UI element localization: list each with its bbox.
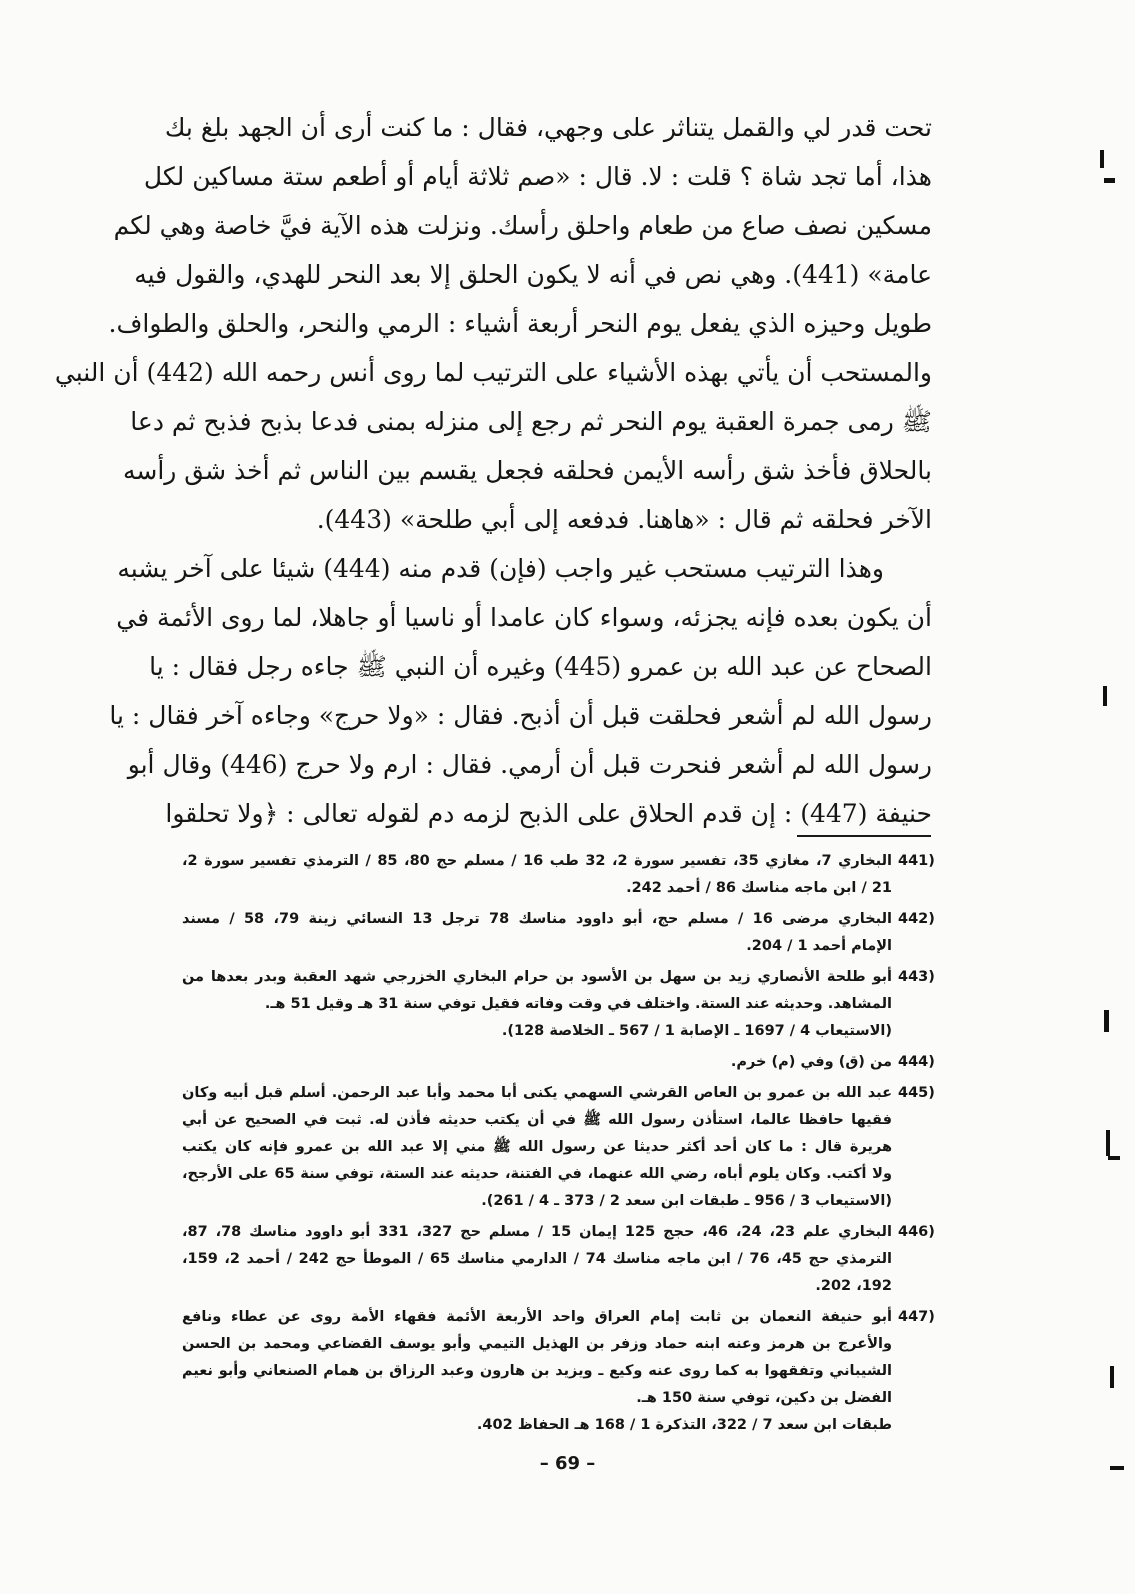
footnote — [182, 906, 934, 960]
footnote-line: الفضل بن دكين، توفي سنة 150 هـ. — [636, 1390, 892, 1406]
body-line: تحت قدر لي والقمل يتناثر على وجهي، فقال : ما كنت أرى أن الجهد بلغ بك — [164, 113, 932, 142]
body-line: الآخر فحلقه ثم قال : «هاهنا. فدفعه إلى أبي طلحة» (443). — [316, 505, 932, 534]
scan-mark — [1100, 150, 1104, 168]
footnote-text — [182, 848, 892, 902]
body-line: وهذا الترتيب مستحب غير واجب (فإن) قدم منه (444) شيئا على آخر يشبه — [117, 554, 884, 583]
body-line: والمستحب أن يأتي بهذه الأشياء على الترتيب لما روى أنس رحمه الله (442) أن النبي — [54, 358, 932, 387]
footnote-line: البخاري مرضى 16 / مسلم حج، أبو داوود مناسك 78 ترجل 13 النسائي زينة 79، 58 / مسند — [182, 911, 892, 927]
scan-mark — [1103, 686, 1107, 706]
scan-mark — [1106, 1130, 1110, 1156]
footnote — [182, 848, 934, 902]
footnote-separator — [797, 835, 931, 837]
body-line: رسول الله لم أشعر فحلقت قبل أن أذبح. فقال : «ولا حرج» وجاءه آخر فقال : يا — [109, 701, 932, 730]
footnote-number: 443) — [898, 969, 935, 985]
body-line: حنيفة (447) : إن قدم الحلاق على الذبح لزمه دم لقوله تعالى : ﴿ولا تحلقوا — [165, 799, 932, 828]
body-line: ﷺ رمى جمرة العقبة يوم النحر ثم رجع إلى منزله بمنى فدعا بذبح فذبح ثم دعا — [130, 407, 932, 436]
footnote-line: الترمذي حج 45، 76 / ابن ماجه مناسك 74 / الدارمي مناسك 65 / الموطأ حج 242 / أحمد 2، 159، — [182, 1251, 893, 1267]
scan-mark — [1110, 1366, 1114, 1388]
footnote-line: من (ق) وفي (م) خرم. — [730, 1054, 892, 1070]
footnote-number: 447) — [898, 1309, 935, 1325]
scan-mark — [1108, 1156, 1120, 1160]
footnote-line: البخاري 7، مغازي 35، تفسير سورة 2، 32 طب 16 / مسلم حج 80، 85 / الترمذي تفسير سورة 2، — [182, 853, 892, 869]
footnote — [182, 964, 934, 1045]
footnote-line: البخاري علم 23، 24، 46، حجج 125 إيمان 15 / مسلم حج 327، 331 أبو داوود مناسك 78، 87، — [182, 1224, 892, 1240]
footnote-number: 446) — [898, 1224, 935, 1240]
footnote-line: (الاستيعاب 4 / 1697 ـ الإصابة 1 / 567 ـ الخلاصة 128). — [501, 1023, 892, 1039]
body-line: مسكين نصف صاع من طعام واحلق رأسك. ونزلت هذه الآية فيَّ خاصة وهي لكم — [113, 211, 932, 240]
body-line: بالحلاق فأخذ شق رأسه الأيمن فحلقه فجعل يقسم بين الناس ثم أخذ شق رأسه — [122, 456, 932, 485]
scan-mark — [1104, 178, 1115, 183]
footnote-text — [182, 1080, 892, 1215]
footnote-number: 444) — [898, 1054, 935, 1070]
page-number: – 69 – — [539, 1453, 596, 1474]
footnote-text — [182, 1304, 892, 1439]
footnote-text — [182, 1049, 892, 1076]
footnote-line: الشيباني وتفقهوا به كما روى عنه وكيع ـ ويزيد بن هارون وعبد الرزاق بن همام الصنعاني وأبو نعيم — [182, 1363, 892, 1379]
footnote-line: فقيها حافظا عالما، استأذن رسول الله ﷺ في أن يكتب حديثه فأذن له. ثبت في الصحيح عن أبي — [182, 1112, 892, 1128]
footnote-text — [182, 906, 892, 960]
scan-mark — [1110, 1466, 1124, 1470]
footnote-line: عبد الله بن عمرو بن العاص القرشي السهمي يكنى أبا محمد وأبا عبد الرحمن. أسلم قبل أبيه وكان — [182, 1085, 892, 1101]
footnote-line: (الاستيعاب 3 / 956 ـ طبقات ابن سعد 2 / 373 ـ 4 / 261). — [481, 1193, 892, 1209]
footnote-line: طبقات ابن سعد 7 / 322، التذكرة 1 / 168 هـ الحفاظ 402. — [476, 1417, 892, 1433]
footnote-line: 192، 202. — [815, 1278, 892, 1294]
footnote-number: 442) — [898, 911, 935, 927]
scan-mark — [1104, 1010, 1109, 1032]
body-line: أن يكون بعده فإنه يجزئه، وسواء كان عامدا أو ناسيا أو جاهلا، لما روى الأئمة في — [116, 603, 932, 632]
body-text — [54, 103, 932, 838]
footnote-line: أبو حنيفة النعمان بن ثابت إمام العراق واحد الأربعة الأئمة فقهاء الأمة روى عن عطاء ونافع — [182, 1309, 892, 1325]
footnote-line: والأعرج بن هرمز وعنه ابنه حماد وزفر بن الهذيل التيمي وأبو يوسف القضاعي ومحمد بن الحسن — [182, 1336, 892, 1352]
footnote — [182, 1304, 934, 1439]
footnote — [182, 1049, 934, 1076]
body-line: هذا، أما تجد شاة ؟ قلت : لا. قال : «صم ثلاثة أيام أو أطعم ستة مساكين لكل — [143, 162, 932, 191]
footnote-line: الإمام أحمد 1 / 204. — [746, 938, 892, 954]
body-line: عامة» (441). وهي نص في أنه لا يكون الحلق إلا بعد النحر للهدي، والقول فيه — [134, 260, 932, 289]
footnote-line: هريرة قال : ما كان أحد أكثر حديثا عن رسول الله ﷺ مني إلا عبد الله بن عمرو فإنه كان يكتب — [182, 1139, 892, 1155]
footnote-number: 441) — [898, 853, 935, 869]
footnote-text — [182, 964, 892, 1045]
body-line: رسول الله لم أشعر فنحرت قبل أن أرمي. فقال : ارم ولا حرج (446) وقال أبو — [127, 750, 932, 779]
footnote-line: 21 / ابن ماجه مناسك 86 / أحمد 242. — [626, 880, 892, 896]
body-line: الصحاح عن عبد الله بن عمرو (445) وغيره أن النبي ﷺ جاءه رجل فقال : يا — [149, 652, 932, 681]
footnote — [182, 1219, 934, 1300]
footnote-line: ولا أكتب. وكان يلوم أباه، رضي الله عنهما، في الفتنة، حديثه عند الستة، توفي سنة 65 على الأرجح، — [182, 1166, 892, 1182]
footnote-line: المشاهد. وحديثه عند الستة. واختلف في وقت وفاته فقيل توفي سنة 31 هـ وقيل 51 هـ. — [264, 996, 892, 1012]
footnote — [182, 1080, 934, 1215]
footnote-number: 445) — [898, 1085, 935, 1101]
footnote-line: أبو طلحة الأنصاري زيد بن سهل بن الأسود بن حرام البخاري الخزرجي شهد العقبة وبدر بعدها من — [182, 969, 892, 985]
footnote-text — [182, 1219, 892, 1300]
body-line: طويل وحيزه الذي يفعل يوم النحر أربعة أشياء : الرمي والنحر، والحلق والطواف. — [108, 309, 932, 338]
footnotes — [182, 848, 934, 1443]
